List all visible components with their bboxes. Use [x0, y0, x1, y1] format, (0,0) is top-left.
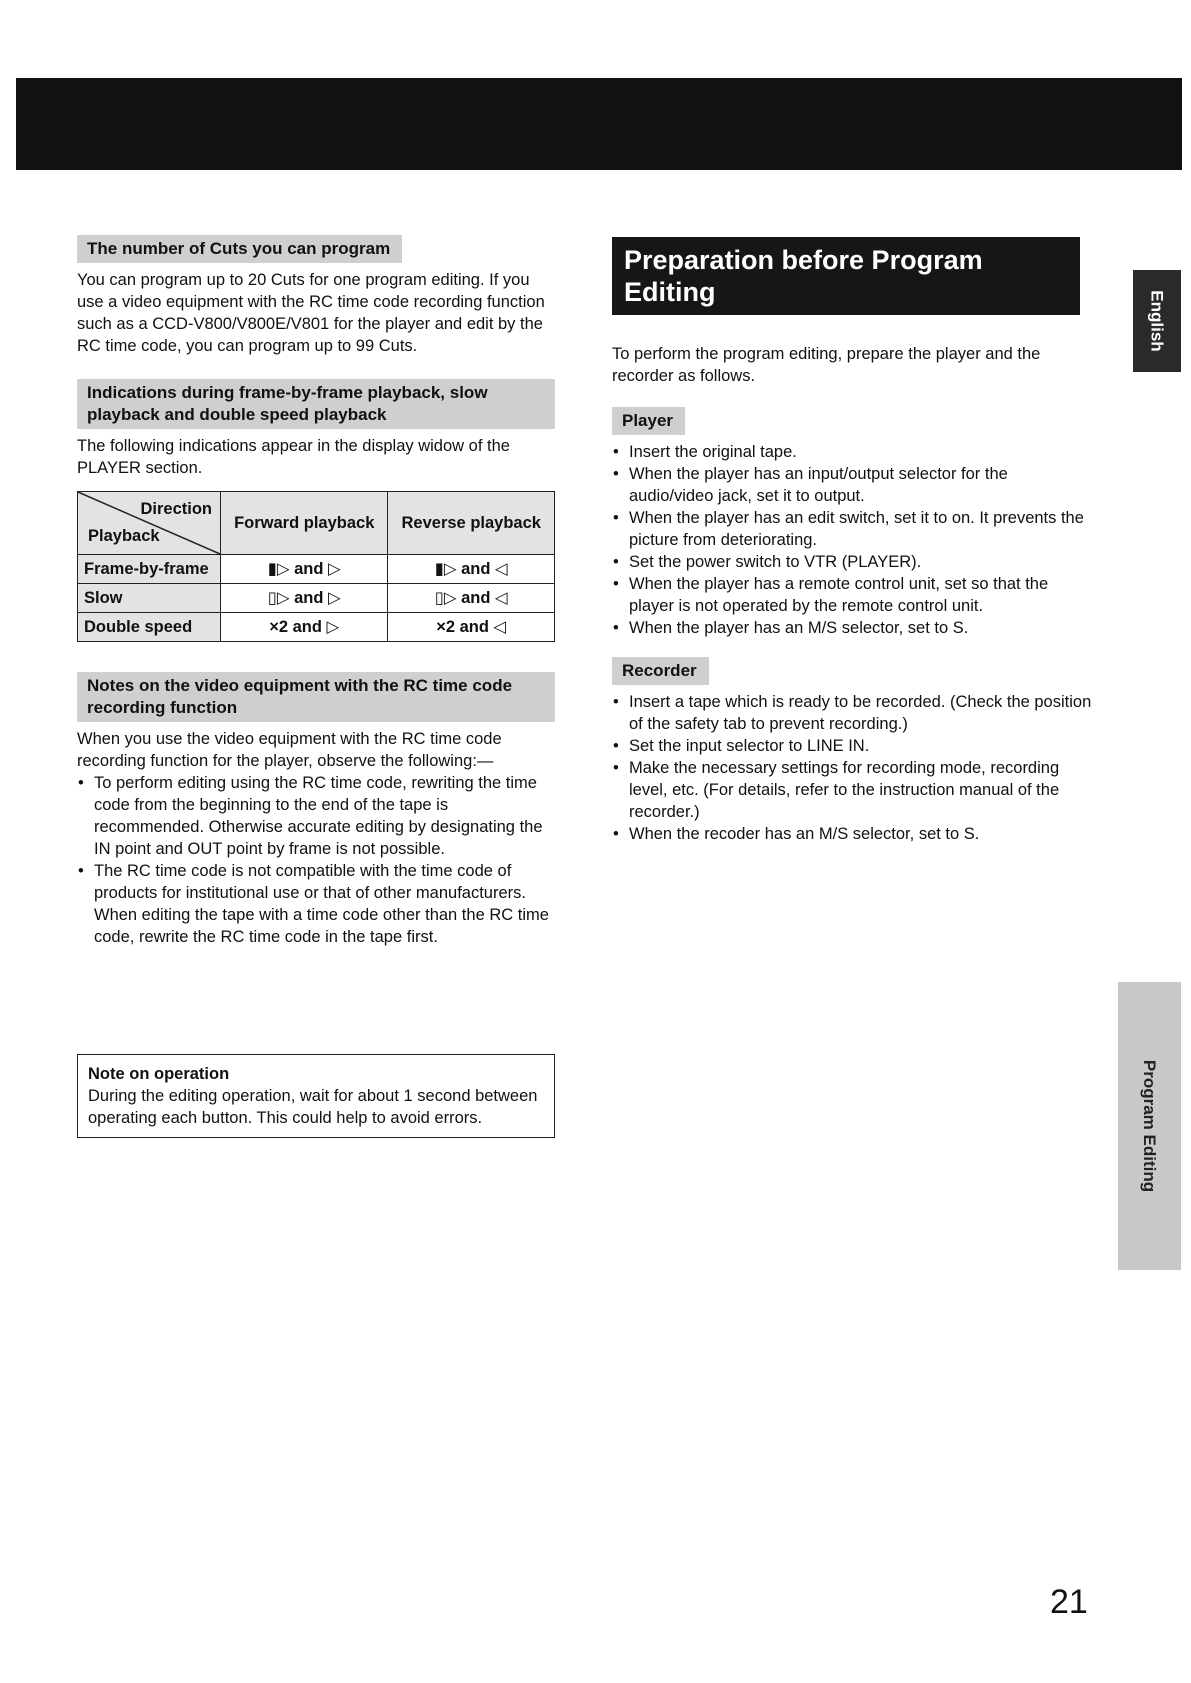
forward-value: ▮▷ and ▷	[221, 555, 388, 584]
notes-heading: Notes on the video equipment with the RC time code recording function	[77, 672, 555, 722]
page-number: 21	[1050, 1583, 1088, 1621]
reverse-value: ▯▷ and ◁	[388, 584, 555, 613]
corner-direction-label: Direction	[140, 500, 212, 518]
list-item: • When the player has an edit switch, set it to on. It prevents the picture from deteriorating.	[612, 507, 1092, 551]
list-item: • When the player has an input/output selector for the audio/video jack, set it to output.	[612, 463, 1092, 507]
header-band	[16, 78, 1182, 170]
list-item: • Make the necessary settings for recording mode, recording level, etc. (For details, refer to the instruction manual of the recorder.)	[612, 757, 1092, 823]
english-tab-label: English	[1148, 290, 1167, 352]
english-tab	[1133, 270, 1181, 372]
left-column	[77, 235, 555, 948]
list-item: • To perform editing using the RC time code, rewriting the time code from the beginning to the end of the tape is recommended. Otherwise accurate editing by designating the IN point and OUT point by frame is not possible.	[77, 772, 555, 860]
list-item: • Insert the original tape.	[612, 441, 1092, 463]
row-label: Frame-by-frame	[78, 555, 221, 584]
note-box-text: During the editing operation, wait for about 1 second between operating each button. This could help to avoid errors.	[88, 1087, 538, 1127]
page-title: Preparation before Program Editing	[612, 237, 1080, 315]
notes-list	[77, 772, 555, 948]
cuts-heading: The number of Cuts you can program	[77, 235, 402, 263]
player-heading: Player	[612, 407, 685, 435]
note-on-operation-box	[77, 1054, 555, 1138]
list-item: • When the recoder has an M/S selector, set to S.	[612, 823, 1092, 845]
cuts-text: You can program up to 20 Cuts for one program editing. If you use a video equipment with the RC time code recording function such as a CCD-V800/V800E/V801 for the player and edit by the RC time code, you can program up to 99 Cuts.	[77, 271, 545, 355]
table-corner-cell	[78, 492, 221, 555]
indications-table	[77, 491, 555, 642]
notes-intro: When you use the video equipment with the RC time code recording function for the player, observe the following:—	[77, 730, 502, 770]
list-item: • When the player has an M/S selector, set to S.	[612, 617, 1092, 639]
row-label: Double speed	[78, 613, 221, 642]
reverse-value: ▮▷ and ◁	[388, 555, 555, 584]
forward-value: ×2 and ▷	[221, 613, 388, 642]
recorder-list	[612, 691, 1092, 845]
table-header-row	[78, 492, 555, 555]
list-item: • Set the power switch to VTR (PLAYER).	[612, 551, 1092, 573]
forward-value: ▯▷ and ▷	[221, 584, 388, 613]
reverse-value: ×2 and ◁	[388, 613, 555, 642]
table-row	[78, 555, 555, 584]
list-item: • Set the input selector to LINE IN.	[612, 735, 1092, 757]
list-item: • The RC time code is not compatible with the time code of products for institutional use or that of other manufacturers. When editing the tape with a time code other than the RC time code, rewrite the RC time code in the tape first.	[77, 860, 555, 948]
list-item: • Insert a tape which is ready to be recorded. (Check the position of the safety tab to prevent recording.)	[612, 691, 1092, 735]
right-column	[612, 237, 1092, 845]
player-list	[612, 441, 1092, 639]
recorder-heading: Recorder	[612, 657, 709, 685]
table-row	[78, 584, 555, 613]
indications-heading: Indications during frame-by-frame playback, slow playback and double speed playback	[77, 379, 555, 429]
row-label: Slow	[78, 584, 221, 613]
table-row	[78, 613, 555, 642]
list-item: • When the player has a remote control unit, set so that the player is not operated by the remote control unit.	[612, 573, 1092, 617]
program-editing-tab	[1118, 982, 1181, 1270]
col-reverse-header: Reverse playback	[388, 492, 555, 555]
corner-playback-label: Playback	[88, 527, 160, 545]
indications-text: The following indications appear in the display widow of the PLAYER section.	[77, 437, 510, 477]
col-forward-header: Forward playback	[221, 492, 388, 555]
program-editing-tab-label: Program Editing	[1140, 1059, 1160, 1193]
note-box-title: Note on operation	[88, 1065, 230, 1083]
prep-intro: To perform the program editing, prepare the player and the recorder as follows.	[612, 345, 1041, 385]
